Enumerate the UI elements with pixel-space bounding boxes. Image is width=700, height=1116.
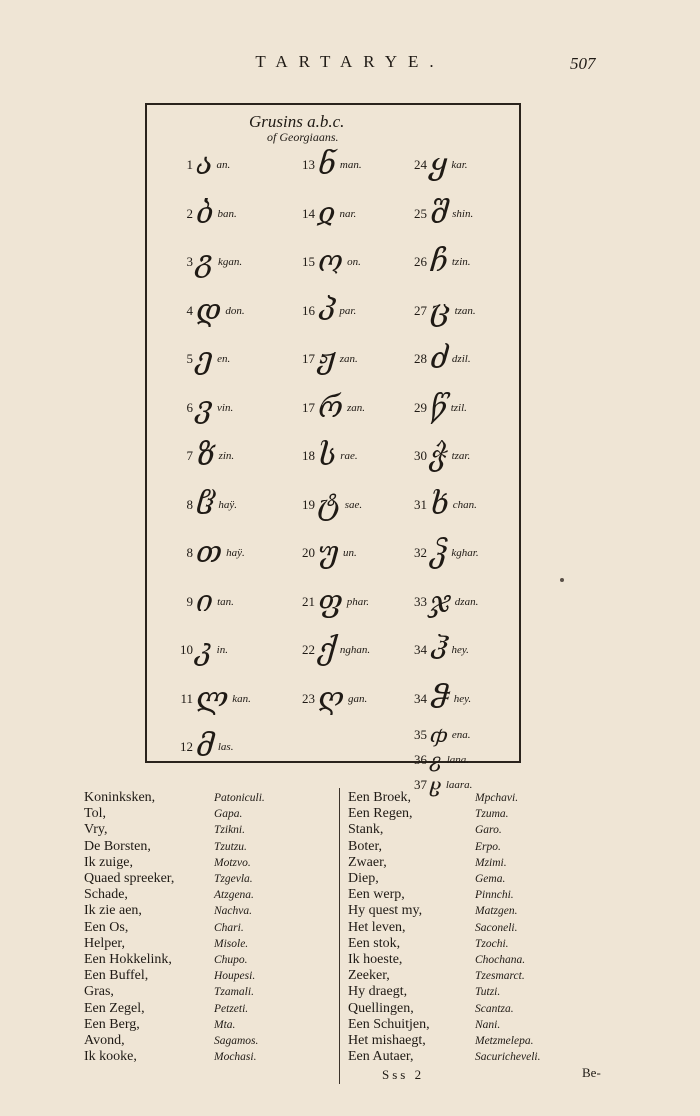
vocabulary-row bbox=[84, 790, 265, 806]
vocabulary-row bbox=[348, 1049, 540, 1065]
georgian-word: Mpchavi. bbox=[475, 792, 519, 805]
georgian-word: Tutzi. bbox=[475, 986, 501, 999]
vocabulary-row bbox=[84, 903, 265, 919]
vocabulary-row bbox=[348, 952, 540, 968]
dutch-word: Quellingen, bbox=[348, 1000, 414, 1016]
vocabulary-row bbox=[84, 920, 265, 936]
letter-name: dzan. bbox=[454, 595, 479, 608]
letter-glyph: შ bbox=[430, 195, 449, 231]
vocabulary-row bbox=[84, 1049, 265, 1065]
letter-number: 12 bbox=[180, 739, 193, 754]
georgian-word: Mochasi. bbox=[214, 1051, 257, 1064]
letter-name: nar. bbox=[339, 207, 357, 220]
letter-number: 36 bbox=[414, 751, 427, 767]
letter-entry bbox=[175, 388, 233, 428]
letter-entry bbox=[409, 485, 477, 525]
vocabulary-row bbox=[348, 871, 540, 887]
vocabulary-column-right bbox=[348, 790, 540, 1065]
letter-glyph: ც bbox=[430, 292, 451, 328]
letter-entry bbox=[409, 582, 478, 622]
georgian-word: Tzuma. bbox=[475, 808, 509, 821]
vocabulary-column-left bbox=[84, 790, 265, 1065]
letter-number: 8 bbox=[186, 545, 193, 560]
paper-speck bbox=[560, 578, 564, 582]
letter-glyph: ჵ bbox=[430, 680, 450, 716]
georgian-word: Scantza. bbox=[475, 1002, 514, 1015]
letter-glyph: ჭ bbox=[430, 438, 448, 473]
letter-name: ena. bbox=[451, 728, 471, 741]
georgian-word: Garo. bbox=[475, 824, 502, 837]
letter-name: las. bbox=[217, 741, 234, 753]
letter-glyph: ტ bbox=[318, 486, 341, 522]
letter-entry bbox=[409, 194, 473, 234]
letter-name: phar. bbox=[346, 595, 370, 608]
georgian-word: Tzesmarct. bbox=[475, 970, 525, 983]
letter-glyph: პ bbox=[318, 292, 336, 328]
letter-entry bbox=[409, 533, 479, 573]
dutch-word: Een Schuitjen, bbox=[348, 1016, 430, 1032]
dutch-word: Diep, bbox=[348, 871, 379, 887]
printer-signature: Sss 2 bbox=[382, 1067, 425, 1082]
georgian-word: Gapa. bbox=[214, 808, 243, 821]
letter-glyph: ჶ bbox=[430, 722, 448, 747]
letter-number: 11 bbox=[180, 690, 193, 706]
dutch-word: Zwaer, bbox=[348, 854, 387, 870]
letter-name: tzar. bbox=[451, 450, 471, 462]
dutch-word: Het leven, bbox=[348, 919, 406, 935]
dutch-word: Een Buffel, bbox=[84, 968, 149, 984]
letter-glyph: ს bbox=[318, 438, 337, 473]
vocabulary-row bbox=[348, 839, 540, 855]
letter-entry bbox=[175, 679, 251, 719]
letter-glyph: ჸ bbox=[430, 772, 442, 797]
letter-name: kan. bbox=[232, 692, 251, 705]
letter-entry bbox=[175, 630, 228, 670]
letter-glyph: ნ bbox=[318, 147, 336, 182]
letter-name: kgan. bbox=[217, 256, 243, 268]
letter-number: 5 bbox=[186, 351, 193, 366]
letter-glyph: ე bbox=[196, 341, 214, 376]
letter-number: 10 bbox=[180, 642, 193, 657]
dutch-word: Quaed spreeker, bbox=[84, 871, 175, 887]
letter-glyph: ა bbox=[196, 147, 213, 182]
georgian-word: Mta. bbox=[214, 1018, 236, 1031]
letter-name: tzil. bbox=[450, 401, 467, 414]
letter-entry bbox=[297, 436, 358, 476]
letter-number: 31 bbox=[414, 496, 427, 512]
letter-number: 35 bbox=[414, 726, 427, 742]
letter-glyph: ჰ bbox=[430, 632, 448, 667]
letter-entry bbox=[409, 339, 471, 379]
georgian-word: Tzutzu. bbox=[214, 840, 247, 853]
dutch-word: Avond, bbox=[84, 1032, 125, 1048]
dutch-word: Gras, bbox=[84, 984, 114, 1000]
dutch-word: Stank, bbox=[348, 822, 384, 838]
letter-name: par. bbox=[339, 304, 357, 317]
letter-number: 24 bbox=[414, 157, 427, 172]
vocabulary-row bbox=[84, 984, 265, 1000]
letter-number: 23 bbox=[302, 690, 315, 706]
letter-number: 18 bbox=[302, 448, 315, 463]
letter-glyph: დ bbox=[196, 292, 222, 328]
letter-entry bbox=[297, 388, 365, 428]
georgian-word: Chupo. bbox=[214, 953, 248, 966]
letter-name: haÿ. bbox=[218, 498, 238, 511]
letter-glyph: ი bbox=[196, 583, 214, 619]
letter-name: hey. bbox=[451, 644, 469, 656]
letter-glyph: გ bbox=[196, 244, 214, 279]
letter-number: 7 bbox=[186, 448, 193, 463]
georgian-alphabet-table bbox=[145, 103, 521, 797]
letter-number: 9 bbox=[186, 593, 193, 609]
letter-entry bbox=[297, 630, 370, 670]
georgian-word: Nachva. bbox=[214, 905, 253, 918]
catchword: Be- bbox=[582, 1065, 601, 1080]
georgian-word: Saconeli. bbox=[475, 921, 518, 934]
letter-number: 37 bbox=[414, 776, 427, 792]
letter-name: zan. bbox=[339, 353, 358, 365]
letter-entry bbox=[175, 339, 230, 379]
dutch-word: Hy draegt, bbox=[348, 984, 408, 1000]
vocabulary-row bbox=[348, 806, 540, 822]
letter-number: 34 bbox=[414, 642, 427, 657]
letter-name: hey. bbox=[453, 692, 472, 705]
letter-entry bbox=[175, 291, 245, 331]
vocabulary-row bbox=[348, 855, 540, 871]
letter-entry bbox=[297, 679, 367, 719]
dutch-word: Een Autaer, bbox=[348, 1049, 414, 1065]
dutch-word: Koninksken, bbox=[84, 790, 156, 806]
letter-glyph: კ bbox=[196, 632, 213, 667]
dutch-word: Tol, bbox=[84, 806, 106, 822]
letter-glyph: ჱ bbox=[196, 486, 215, 522]
letter-entry bbox=[175, 533, 245, 573]
letter-name: nghan. bbox=[339, 644, 371, 656]
dutch-word: Een Os, bbox=[84, 919, 129, 935]
letter-number: 34 bbox=[414, 690, 427, 706]
letter-entry bbox=[297, 291, 356, 331]
georgian-word: Patoniculi. bbox=[214, 792, 265, 805]
letter-name: in. bbox=[216, 644, 228, 656]
georgian-word: Erpo. bbox=[475, 840, 501, 853]
letter-name: lana. bbox=[446, 753, 470, 766]
letter-number: 22 bbox=[302, 642, 315, 657]
page-number: 507 bbox=[570, 54, 596, 73]
vocabulary-row bbox=[348, 936, 540, 952]
georgian-word: Chochana. bbox=[475, 953, 526, 966]
letter-entry bbox=[297, 533, 357, 573]
vocabulary-row bbox=[348, 822, 540, 838]
dutch-word: Helper, bbox=[84, 935, 126, 951]
dutch-word: De Borsten, bbox=[84, 838, 151, 854]
vocabulary-row bbox=[348, 1017, 540, 1033]
letter-glyph: თ bbox=[196, 535, 223, 570]
georgian-word: Metzmelepa. bbox=[475, 1034, 534, 1047]
letter-glyph: ბ bbox=[196, 195, 214, 231]
dutch-word: Zeeker, bbox=[348, 968, 390, 984]
vocabulary-row bbox=[348, 968, 540, 984]
letter-number: 25 bbox=[414, 205, 427, 221]
letter-glyph: ჷ bbox=[430, 747, 443, 772]
georgian-word: Mzimi. bbox=[475, 856, 507, 869]
georgian-word: Tzgevla. bbox=[214, 873, 253, 886]
letter-number: 4 bbox=[186, 302, 193, 318]
dutch-word: Een stok, bbox=[348, 935, 401, 951]
dutch-word: Een Zegel, bbox=[84, 1000, 145, 1016]
georgian-word: Tzochi. bbox=[475, 937, 509, 950]
table-title: Grusins a.b.c. bbox=[249, 112, 345, 131]
letter-glyph: ჲ bbox=[318, 195, 336, 231]
letter-name: ban. bbox=[217, 207, 237, 220]
vocabulary-row bbox=[84, 1000, 265, 1016]
dutch-word: Een werp, bbox=[348, 887, 405, 903]
vocabulary-row bbox=[84, 887, 265, 903]
letter-number: 1 bbox=[186, 157, 193, 172]
dutch-word: Een Hokkelink, bbox=[84, 951, 172, 967]
letter-name: kghar. bbox=[451, 547, 479, 559]
letter-glyph: მ bbox=[196, 729, 214, 764]
georgian-word: Sagamos. bbox=[214, 1034, 259, 1047]
letter-name: gan. bbox=[348, 692, 368, 705]
letter-number: 2 bbox=[186, 205, 193, 221]
letter-name: an. bbox=[216, 159, 231, 171]
letter-entry bbox=[409, 242, 471, 282]
letter-number: 13 bbox=[302, 157, 315, 172]
vocabulary-row bbox=[84, 822, 265, 838]
dutch-word: Boter, bbox=[348, 838, 383, 854]
letter-entry bbox=[175, 194, 237, 234]
vocabulary-row bbox=[84, 936, 265, 952]
letter-name: tzin. bbox=[451, 256, 471, 268]
letter-name: haÿ. bbox=[226, 547, 245, 559]
letter-number: 16 bbox=[302, 302, 315, 318]
letter-entry bbox=[175, 242, 242, 282]
vocabulary-row bbox=[84, 1033, 265, 1049]
dutch-word: Het mishaegt, bbox=[348, 1032, 426, 1048]
letter-name: sae. bbox=[344, 498, 363, 511]
letter-name: dzil. bbox=[451, 353, 471, 365]
letter-number: 20 bbox=[302, 545, 315, 560]
vocabulary-row bbox=[84, 968, 265, 984]
letter-number: 27 bbox=[414, 302, 427, 318]
letter-entry bbox=[175, 436, 234, 476]
letter-name: chan. bbox=[452, 498, 477, 511]
letter-entry bbox=[409, 388, 467, 428]
letter-name: laara. bbox=[445, 778, 473, 791]
georgian-word: Motzvo. bbox=[214, 856, 251, 869]
georgian-word: Gema. bbox=[475, 873, 506, 886]
letter-glyph: ქ bbox=[318, 632, 336, 667]
letter-number: 32 bbox=[414, 545, 427, 560]
letter-glyph: ხ bbox=[430, 486, 449, 522]
letter-entry bbox=[297, 242, 361, 282]
letter-number: 19 bbox=[302, 496, 315, 512]
column-divider bbox=[339, 788, 340, 1084]
dutch-word: Hy quest my, bbox=[348, 903, 423, 919]
letter-entry bbox=[175, 582, 234, 622]
georgian-word: Misole. bbox=[214, 937, 249, 950]
letter-entry bbox=[409, 291, 476, 331]
letter-name: zin. bbox=[218, 450, 235, 462]
dutch-word: Ik kooke, bbox=[84, 1049, 137, 1065]
letter-glyph: ფ bbox=[318, 583, 343, 619]
letter-name: on. bbox=[347, 256, 361, 268]
letter-glyph: ჯ bbox=[430, 583, 451, 619]
letter-name: en. bbox=[217, 353, 231, 365]
georgian-word: Atzgena. bbox=[214, 889, 254, 902]
letter-glyph: ჴ bbox=[430, 535, 448, 570]
georgian-word: Matzgen. bbox=[475, 905, 518, 918]
letter-glyph: ჟ bbox=[318, 341, 336, 376]
dutch-word: Een Regen, bbox=[348, 806, 413, 822]
letter-number: 6 bbox=[186, 399, 193, 415]
table-subtitle: of Georgiaans. bbox=[267, 130, 339, 144]
letter-number: 29 bbox=[414, 399, 427, 415]
letter-number: 28 bbox=[414, 351, 427, 366]
letter-glyph: უ bbox=[318, 535, 340, 570]
letter-number: 21 bbox=[302, 593, 315, 609]
letter-glyph: ზ bbox=[196, 438, 215, 473]
letter-glyph: ყ bbox=[430, 147, 448, 182]
vocabulary-row bbox=[84, 839, 265, 855]
dutch-word: Schade, bbox=[84, 887, 128, 903]
letter-glyph: ლ bbox=[196, 680, 229, 716]
vocabulary-row bbox=[348, 790, 540, 806]
letter-glyph: რ bbox=[318, 389, 344, 425]
dutch-word: Ik hoeste, bbox=[348, 951, 403, 967]
letter-name: shin. bbox=[452, 207, 474, 220]
vocabulary-row bbox=[84, 806, 265, 822]
dutch-word: Ik zie aen, bbox=[84, 903, 142, 919]
letter-number: 14 bbox=[302, 205, 315, 221]
letter-name: kar. bbox=[451, 159, 468, 171]
georgian-word: Petzeti. bbox=[214, 1002, 249, 1015]
letter-number: 15 bbox=[302, 254, 315, 269]
letter-name: man. bbox=[339, 159, 362, 171]
letter-name: rae. bbox=[340, 450, 358, 462]
letter-name: tan. bbox=[217, 595, 234, 608]
letter-glyph: ღ bbox=[318, 680, 345, 716]
vocabulary-row bbox=[84, 871, 265, 887]
vocabulary-row bbox=[348, 887, 540, 903]
vocabulary-row bbox=[348, 920, 540, 936]
letter-number: 30 bbox=[414, 448, 427, 463]
letter-name: vin. bbox=[217, 401, 234, 414]
letter-entry bbox=[175, 485, 237, 525]
letter-number: 17 bbox=[302, 351, 315, 366]
letter-entry bbox=[297, 485, 362, 525]
georgian-word: Houpesi. bbox=[214, 970, 256, 983]
letter-entry bbox=[409, 436, 470, 476]
dutch-word: Vry, bbox=[84, 822, 108, 838]
letter-name: zan. bbox=[347, 401, 366, 414]
letter-entry bbox=[409, 630, 469, 670]
dutch-word: Ik zuige, bbox=[84, 854, 133, 870]
vocabulary-row bbox=[84, 952, 265, 968]
letter-entry bbox=[297, 582, 369, 622]
letter-entry bbox=[409, 679, 471, 719]
letter-entry bbox=[409, 145, 468, 185]
letter-entry bbox=[297, 145, 362, 185]
letter-entry bbox=[297, 194, 356, 234]
letter-glyph: ძ bbox=[430, 341, 448, 376]
vocabulary-row bbox=[348, 984, 540, 1000]
vocabulary-row bbox=[84, 855, 265, 871]
letter-glyph: ვ bbox=[196, 389, 214, 425]
letter-name: don. bbox=[225, 304, 245, 317]
vocabulary-row bbox=[348, 1033, 540, 1049]
vocabulary-row bbox=[348, 903, 540, 919]
georgian-word: Pinnchi. bbox=[475, 889, 514, 902]
georgian-word: Nani. bbox=[475, 1018, 501, 1031]
letter-name: un. bbox=[343, 547, 357, 559]
letter-number: 33 bbox=[414, 593, 427, 609]
vocabulary-row bbox=[84, 1017, 265, 1033]
letter-glyph: ო bbox=[318, 244, 344, 279]
letter-glyph: წ bbox=[430, 389, 447, 425]
dutch-word: Een Broek, bbox=[348, 790, 411, 806]
letter-number: 8 bbox=[186, 496, 193, 512]
vocabulary-row bbox=[348, 1000, 540, 1016]
georgian-word: Tzikni. bbox=[214, 824, 245, 837]
letter-number: 26 bbox=[414, 254, 427, 269]
letter-number: 17 bbox=[302, 399, 315, 415]
georgian-word: Tzamali. bbox=[214, 986, 254, 999]
letter-name: tzan. bbox=[454, 304, 476, 317]
letter-entry bbox=[175, 145, 230, 185]
georgian-word: Sacuricheveli. bbox=[475, 1051, 541, 1064]
georgian-word: Chari. bbox=[214, 921, 244, 934]
letter-entry bbox=[297, 339, 358, 379]
running-title: TARTARYE. bbox=[255, 52, 445, 71]
letter-glyph: ჩ bbox=[430, 244, 448, 279]
letter-number: 3 bbox=[186, 254, 193, 269]
dutch-word: Een Berg, bbox=[84, 1016, 140, 1032]
letter-entry bbox=[175, 727, 233, 767]
